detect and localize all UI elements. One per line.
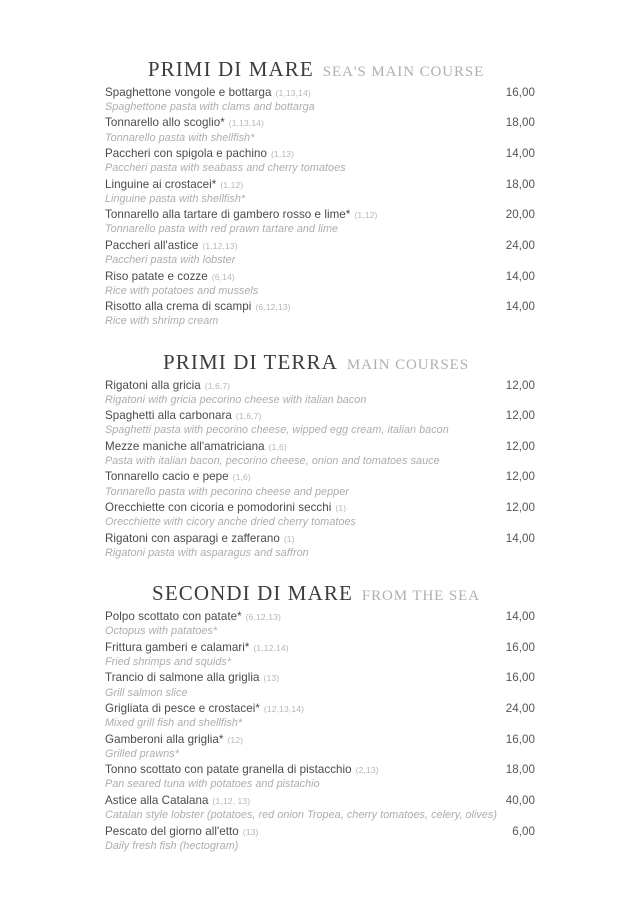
menu-item bbox=[105, 501, 535, 530]
menu-item-name-group bbox=[105, 733, 243, 747]
menu-item-name-group bbox=[105, 379, 230, 393]
menu-item bbox=[105, 208, 535, 237]
section-title-english: FROM THE SEA bbox=[361, 588, 480, 605]
section-title-italian: PRIMI DI MARE bbox=[147, 57, 314, 81]
menu-item-allergens: (1,6,7) bbox=[235, 411, 262, 422]
menu-item-price: 16,00 bbox=[505, 671, 535, 685]
menu-item bbox=[105, 300, 535, 329]
menu-section bbox=[105, 58, 535, 329]
menu-item-allergens: (6,12,13) bbox=[245, 612, 281, 623]
menu-item bbox=[105, 671, 535, 700]
menu-item-allergens: (1,6) bbox=[232, 472, 251, 483]
menu-item-line bbox=[105, 641, 535, 655]
menu-item-allergens: (1,13) bbox=[270, 149, 295, 160]
menu-item-description: Paccheri pasta with lobster bbox=[105, 254, 236, 267]
menu-item-name: Pescato del giorno all'etto bbox=[105, 824, 239, 838]
menu-item-line bbox=[105, 610, 535, 624]
menu-item-price: 18,00 bbox=[505, 177, 535, 191]
menu-item-price: 12,00 bbox=[505, 409, 535, 423]
menu-item-name: Paccheri con spigola e pachino bbox=[105, 147, 267, 161]
menu-item-line bbox=[105, 239, 535, 253]
menu-item-description: Tonnarello pasta with pecorino cheese and pepper bbox=[105, 485, 349, 498]
menu-item-price: 12,00 bbox=[505, 378, 535, 392]
menu-item-name: Tonnarello alla tartare di gambero rosso e lime* bbox=[105, 208, 351, 222]
menu-item-description: Daily fresh fish (hectogram) bbox=[105, 839, 239, 852]
menu-item-name-group bbox=[105, 702, 304, 716]
menu-item bbox=[105, 147, 535, 176]
menu-item-price: 14,00 bbox=[505, 147, 535, 161]
menu-item-price: 6,00 bbox=[512, 824, 535, 838]
menu-item-description: Tonnarello pasta with red prawn tartare and lime bbox=[105, 223, 339, 236]
menu-item bbox=[105, 239, 535, 268]
menu-item-price: 16,00 bbox=[505, 85, 535, 99]
menu-item-price: 12,00 bbox=[505, 501, 535, 515]
menu-item-allergens: (2,13) bbox=[355, 765, 379, 776]
menu-item-name: Orecchiette con cicoria e pomodorini secchi bbox=[105, 501, 332, 515]
menu-item bbox=[105, 794, 535, 823]
menu-item-name: Spaghetti alla carbonara bbox=[105, 409, 232, 423]
menu-item-description: Rice with potatoes and mussels bbox=[105, 284, 259, 297]
menu-item-line bbox=[105, 379, 535, 393]
menu-item-name: Mezze maniche all'amatriciana bbox=[105, 439, 265, 453]
menu-item-price: 24,00 bbox=[505, 702, 535, 716]
menu-item-name-group bbox=[105, 208, 377, 222]
menu-item-name: Tonnarello allo scoglio* bbox=[105, 116, 225, 130]
menu-item-name-group bbox=[105, 794, 250, 808]
menu-item-allergens: (12,13,14) bbox=[263, 704, 305, 715]
menu-item-allergens: (1,12, 13) bbox=[212, 795, 251, 806]
section-header bbox=[105, 582, 535, 605]
menu-item-allergens: (1,6) bbox=[268, 441, 287, 452]
menu-item-name-group bbox=[105, 825, 258, 839]
menu-item-allergens: (1,12,13) bbox=[202, 240, 238, 251]
menu-item-price: 24,00 bbox=[505, 238, 535, 252]
menu-item-name: Polpo scottato con patate* bbox=[105, 610, 242, 624]
menu-item-description: Rigatoni with gricia pecorino cheese with italian bacon bbox=[105, 393, 367, 406]
menu-item-name-group bbox=[105, 270, 235, 284]
menu-item-line bbox=[105, 208, 535, 222]
menu-item-allergens: (13) bbox=[242, 826, 259, 837]
menu-item-description: Rigatoni pasta with asparagus and saffron bbox=[105, 546, 309, 559]
menu-item-name-group bbox=[105, 641, 289, 655]
menu-item-line bbox=[105, 702, 535, 716]
menu-item bbox=[105, 641, 535, 670]
menu-item-description: Spaghetti pasta with pecorino cheese, wipped egg cream, italian bacon bbox=[105, 424, 449, 437]
menu-item bbox=[105, 702, 535, 731]
menu-item-name: Riso patate e cozze bbox=[105, 269, 208, 283]
menu-item-line bbox=[105, 470, 535, 484]
menu-item-name: Grigliata di pesce e crostacei* bbox=[105, 702, 260, 716]
menu-item-line bbox=[105, 409, 535, 423]
menu-item-price: 20,00 bbox=[505, 208, 535, 222]
section-title-italian: SECONDI DI MARE bbox=[152, 581, 353, 606]
menu-item-allergens: (12) bbox=[227, 734, 244, 745]
menu-item-line bbox=[105, 270, 535, 284]
menu-item-name-group bbox=[105, 116, 264, 130]
menu-item-description: Catalan style lobster (potatoes, red onion Tropea, cherry tomatoes, celery, olives) bbox=[105, 809, 498, 822]
menu-item-price: 12,00 bbox=[505, 439, 535, 453]
menu-item-line bbox=[105, 671, 535, 685]
menu-item-allergens: (1,12,14) bbox=[253, 642, 289, 653]
menu-item-name: Tonno scottato con patate granella di pistacchio bbox=[105, 763, 352, 777]
menu-item-name: Tonnarello cacio e pepe bbox=[105, 470, 229, 484]
menu-item bbox=[105, 825, 535, 854]
menu-item-line bbox=[105, 501, 535, 515]
menu-item-allergens: (1,12) bbox=[354, 210, 378, 221]
menu-item-allergens: (6,12,13) bbox=[255, 302, 291, 313]
menu-item-name-group bbox=[105, 239, 238, 253]
menu-item-line bbox=[105, 116, 535, 130]
section-header bbox=[105, 58, 535, 81]
menu-item-name: Paccheri all'astice bbox=[105, 238, 199, 252]
menu-item-description: Grill salmon slice bbox=[105, 686, 188, 699]
menu-item-name: Trancio di salmone alla griglia bbox=[105, 671, 260, 685]
menu-item-description: Fried shrimps and squids* bbox=[105, 655, 232, 668]
menu-item-name-group bbox=[105, 763, 379, 777]
menu-item-price: 16,00 bbox=[505, 640, 535, 654]
menu-item-description: Orecchiette with cicory anche dried cherry tomatoes bbox=[105, 516, 356, 529]
menu-item-allergens: (1,6,7) bbox=[204, 380, 231, 391]
menu-item bbox=[105, 116, 535, 145]
menu-item-line bbox=[105, 733, 535, 747]
menu-item-allergens: (1,12) bbox=[220, 179, 244, 190]
menu-item-allergens: (13) bbox=[263, 673, 280, 684]
menu-item-name: Rigatoni con asparagi e zafferano bbox=[105, 531, 280, 545]
menu-item-price: 16,00 bbox=[505, 732, 535, 746]
menu-item bbox=[105, 733, 535, 762]
menu-item-name: Linguine ai crostacei* bbox=[105, 177, 217, 191]
menu-item-allergens: (1) bbox=[283, 533, 295, 544]
menu-item-price: 40,00 bbox=[505, 793, 535, 807]
menu-item bbox=[105, 763, 535, 792]
menu-item-price: 14,00 bbox=[505, 531, 535, 545]
menu-item-name-group bbox=[105, 147, 294, 161]
menu-item-name-group bbox=[105, 409, 261, 423]
menu-item-allergens: (1,13,14) bbox=[228, 118, 265, 129]
menu-item-line bbox=[105, 178, 535, 192]
menu-item-line bbox=[105, 147, 535, 161]
menu-item-description: Rice with shrimp cream bbox=[105, 315, 219, 328]
menu-item-name-group bbox=[105, 470, 251, 484]
menu-item-line bbox=[105, 86, 535, 100]
menu-item-allergens: (1,13,14) bbox=[275, 87, 311, 98]
section-title-italian: PRIMI DI TERRA bbox=[163, 349, 338, 374]
menu-item-description: Pasta with italian bacon, pecorino cheese, onion and tomatoes sauce bbox=[105, 454, 440, 467]
menu-item-line bbox=[105, 440, 535, 454]
menu-item bbox=[105, 379, 535, 408]
menu-item-line bbox=[105, 532, 535, 546]
menu-item-name-group bbox=[105, 440, 287, 454]
menu-item-name-group bbox=[105, 532, 295, 546]
menu-item bbox=[105, 270, 535, 299]
menu-item bbox=[105, 178, 535, 207]
menu-item-name-group bbox=[105, 178, 243, 192]
section-title-english: MAIN COURSES bbox=[346, 356, 469, 373]
menu-sections bbox=[105, 58, 535, 853]
menu-item-name: Gamberoni alla griglia* bbox=[105, 732, 224, 746]
menu-item bbox=[105, 610, 535, 639]
menu-item-name-group bbox=[105, 300, 291, 314]
menu-item-price: 14,00 bbox=[505, 300, 535, 314]
menu-item-name-group bbox=[105, 610, 281, 624]
menu-item-name-group bbox=[105, 501, 346, 515]
section-title-english: SEA'S MAIN COURSE bbox=[322, 64, 485, 80]
menu-item bbox=[105, 86, 535, 115]
menu-item-allergens: (6,14) bbox=[211, 271, 235, 282]
menu-item-price: 12,00 bbox=[505, 470, 535, 484]
menu-item bbox=[105, 409, 535, 438]
menu-item-description: Pan seared tuna with potatoes and pistachio bbox=[105, 778, 320, 791]
menu-item bbox=[105, 532, 535, 561]
menu-item-price: 18,00 bbox=[505, 763, 535, 777]
menu-item-name-group bbox=[105, 86, 311, 100]
menu-item-description: Spaghettone pasta with clams and bottarga bbox=[105, 100, 315, 113]
menu-item-line bbox=[105, 763, 535, 777]
menu-item-description: Grilled prawns* bbox=[105, 747, 179, 760]
menu-item-description: Linguine pasta with shellfish* bbox=[105, 192, 246, 205]
menu-item bbox=[105, 470, 535, 499]
menu-item bbox=[105, 440, 535, 469]
menu-section bbox=[105, 351, 535, 561]
menu-item-price: 14,00 bbox=[505, 269, 535, 283]
menu-section bbox=[105, 582, 535, 853]
menu-item-name: Frittura gamberi e calamari* bbox=[105, 640, 250, 654]
menu-item-name: Spaghettone vongole e bottarga bbox=[105, 85, 272, 99]
menu-item-description: Tonnarello pasta with shellfish* bbox=[105, 131, 255, 144]
menu-item-name-group bbox=[105, 671, 279, 685]
menu-item-description: Mixed grill fish and shellfish* bbox=[105, 717, 243, 730]
menu-item-allergens: (1) bbox=[335, 503, 347, 514]
menu-item-line bbox=[105, 825, 535, 839]
section-header bbox=[105, 351, 535, 374]
menu-item-line bbox=[105, 300, 535, 314]
menu-item-description: Octopus with patatoes* bbox=[105, 625, 218, 638]
menu-item-name: Rigatoni alla gricia bbox=[105, 378, 201, 392]
menu-item-price: 14,00 bbox=[505, 610, 535, 624]
menu-item-name: Astice alla Catalana bbox=[105, 793, 209, 807]
menu-item-price: 18,00 bbox=[505, 116, 535, 130]
menu-item-description: Paccheri pasta with seabass and cherry tomatoes bbox=[105, 162, 346, 175]
menu-item-name: Risotto alla crema di scampi bbox=[105, 300, 252, 314]
menu-item-line bbox=[105, 794, 535, 808]
